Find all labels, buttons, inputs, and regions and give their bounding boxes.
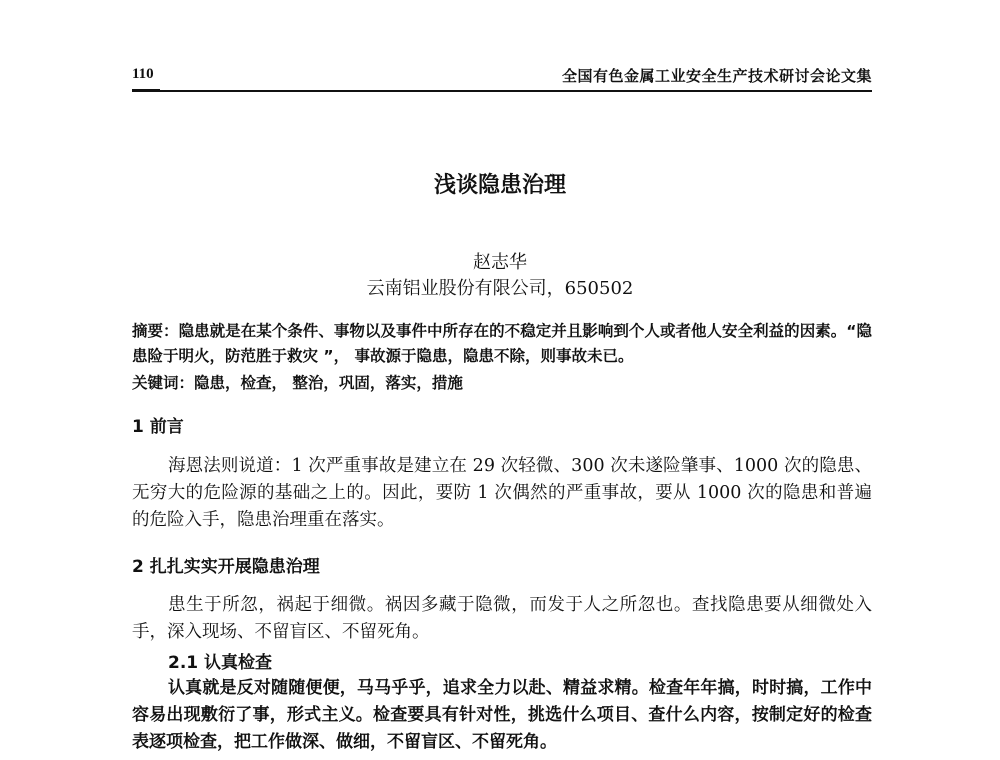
keywords: 关键词：隐患，检查， 整治，巩固，落实，措施 (132, 374, 463, 392)
subsection-2-1-paragraph: 认真就是反对随随便便，马马乎乎，追求全力以赴、精益求精。检查年年搞，时时搞，工作中容易出现敷衍了事，形式主义。检查要具有针对性，挑选什么项目、查什么内容，按制定好的检查表逐项检查，把工作做深、做细，不留盲区、不留死角。 (132, 678, 872, 752)
page-number-underline (132, 89, 160, 90)
paper-title: 浅谈隐患治理 (433, 173, 566, 198)
section-2-paragraph: 患生于所忽，祸起于细微。祸因多藏于隐微，而发于人之所忽也。查找隐患要从细微处入手，深入现场、不留盲区、不留死角。 (132, 595, 872, 642)
page-number: 110 (132, 66, 154, 82)
author-name: 赵志华 (473, 252, 527, 273)
abstract: 摘要：隐患就是在某个条件、事物以及事件中所存在的不稳定并且影响到个人或者他人安全利益的因素。“隐患险于明火，防范胜于救灾 ”， 事故源于隐患，隐患不除，则事故未已。 (132, 322, 872, 365)
running-header (132, 62, 872, 92)
author-affiliation: 云南铝业股份有限公司，650502 (366, 278, 634, 299)
section-1-paragraph: 海恩法则说道：1 次严重事故是建立在 29 次轻微、300 次未遂险肇事、1000 次的隐患、无穷大的危险源的基础之上的。因此，要防 1 次偶然的严重事故，要从 1000 次的隐患和普遍的危险入手，隐患治理重在落实。 (132, 456, 872, 530)
section-heading-1: 1 前言 (132, 417, 184, 437)
proceedings-title: 全国有色金属工业安全生产技术研讨会论文集 (561, 67, 872, 85)
subsection-heading-2-1: 2.1 认真检查 (168, 653, 273, 673)
section-heading-2: 2 扎扎实实开展隐患治理 (132, 557, 320, 577)
